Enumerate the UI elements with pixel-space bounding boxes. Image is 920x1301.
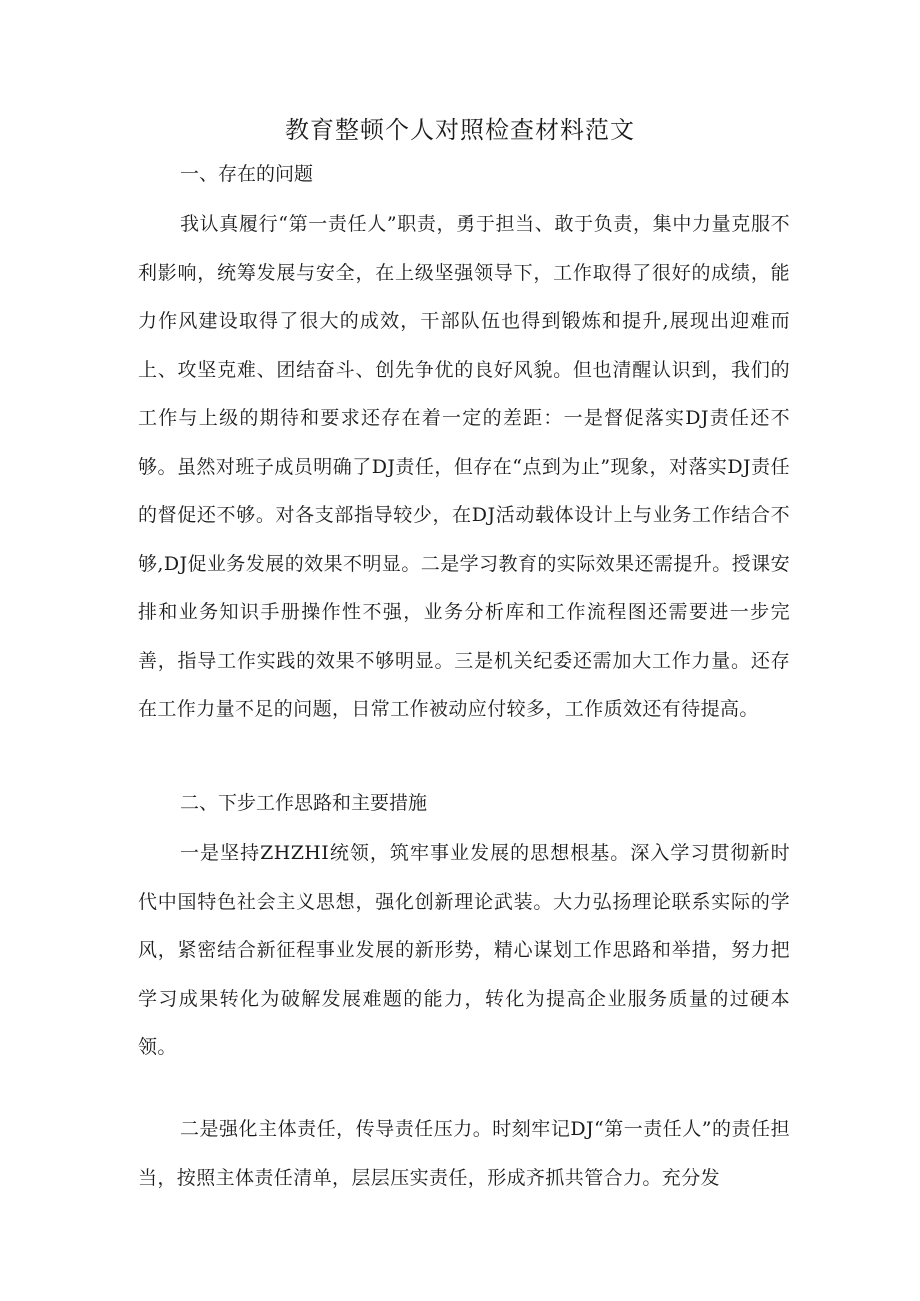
paragraph-problems: 我认真履行“第一责任人”职责，勇于担当、敢于负责，集中力量克服不利影响，统筹发展与安全，在上级坚强领导下，工作取得了很好的成绩，能力作风建设取得了很大的成效，干部队伍也得到锻炼和提升,展现出迎难而上、攻坚克难、团结奋斗、创先争优的良好风貌。但也清醒认识到，我们的工作与上级的期待和要求还存在着一定的差距：一是督促落实DJ责任还不够。虽然对班子成员明确了DJ责任，但存在“点到为止”现象，对落实DJ责任的督促还不够。对各支部指导较少，在DJ活动载体设计上与业务工作结合不够,DJ促业务发展的效果不明显。二是学习教育的实际效果还需提升。授课安排和业务知识手册操作性不强，业务分析库和工作流程图还需要进一步完善，指导工作实践的效果不够明显。三是机关纪委还需加大工作力量。还存在工作力量不足的问题，日常工作被动应付较多，工作质效还有待提高。 [138, 213, 790, 720]
paragraph-measure-1: 一是坚持ZHZHI统领，筑牢事业发展的思想根基。深入学习贯彻新时代中国特色社会主义思想，强化创新理论武装。大力弘扬理论联系实际的学风，紧密结合新征程事业发展的新形势，精心谋划工作思路和举措，努力把学习成果转化为破解发展难题的能力，转化为提高企业服务质量的过硬本领。 [138, 842, 790, 1058]
section-heading-problems: 一、存在的问题 [180, 163, 314, 185]
paragraph-measure-2: 二是强化主体责任，传导责任压力。时刻牢记DJ“第一责任人”的责任担当，按照主体责任清单，层层压实责任，形成齐抓共管合力。充分发 [138, 1118, 790, 1189]
document-title: 教育整顿个人对照检查材料范文 [285, 116, 635, 144]
section-heading-next-steps: 二、下步工作思路和主要措施 [180, 792, 428, 814]
